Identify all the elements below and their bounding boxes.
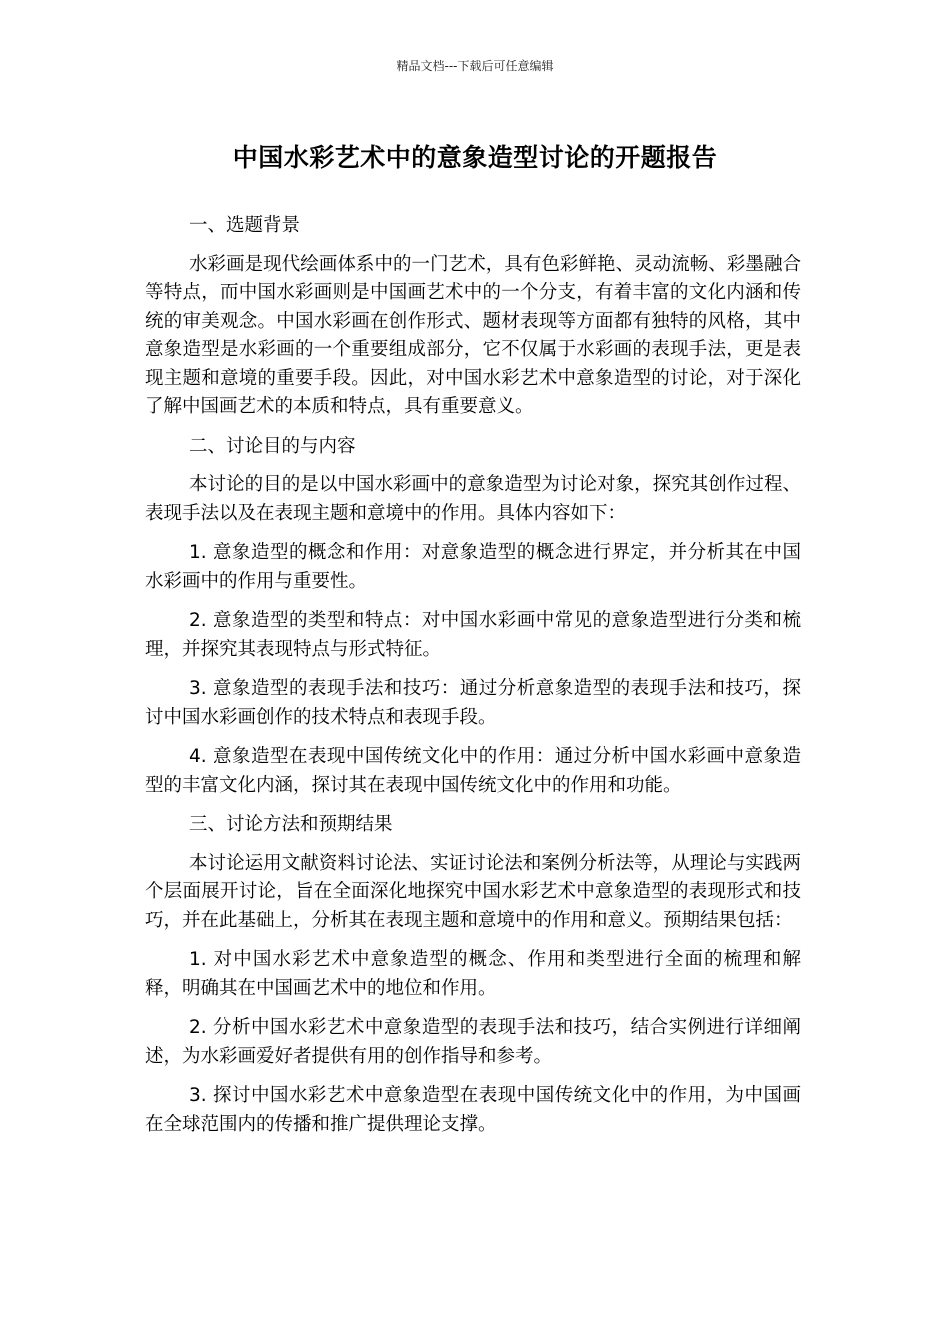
section-heading-background: 一、选题背景 bbox=[189, 215, 301, 236]
list-item-purpose-1: 1. 意象造型的概念和作用：对意象造型的概念进行界定，并分析其在中国水彩画中的作用与重要性。 bbox=[145, 542, 801, 592]
document-title: 中国水彩艺术中的意象造型讨论的开题报告 bbox=[232, 143, 718, 172]
list-item-result-2: 2. 分析中国水彩艺术中意象造型的表现手法和技巧，结合实例进行详细阐述，为水彩画爱好者提供有用的创作指导和参考。 bbox=[145, 1017, 801, 1067]
paragraph-purpose-intro: 本讨论的目的是以中国水彩画中的意象造型为讨论对象，探究其创作过程、表现手法以及在表现主题和意境中的作用。具体内容如下： bbox=[145, 474, 801, 524]
document-body bbox=[145, 212, 801, 1150]
list-item-result-3: 3. 探讨中国水彩艺术中意象造型在表现中国传统文化中的作用，为中国画在全球范围内的传播和推广提供理论支撑。 bbox=[145, 1085, 801, 1135]
section-heading-purpose: 二、讨论目的与内容 bbox=[189, 435, 356, 457]
header-note: 精品文档---下载后可任意编辑 bbox=[396, 59, 554, 73]
list-item-purpose-4: 4. 意象造型在表现中国传统文化中的作用：通过分析中国水彩画中意象造型的丰富文化内涵，探讨其在表现中国传统文化中的作用和功能。 bbox=[145, 746, 801, 796]
paragraph-method-intro: 本讨论运用文献资料讨论法、实证讨论法和案例分析法等，从理论与实践两个层面展开讨论，旨在全面深化地探究中国水彩艺术中意象造型的表现形式和技巧，并在此基础上，分析其在表现主题和意境中的作用和意义。预期结果包括： bbox=[145, 852, 801, 931]
list-item-result-1: 1. 对中国水彩艺术中意象造型的概念、作用和类型进行全面的梳理和解释，明确其在中国画艺术中的地位和作用。 bbox=[145, 949, 801, 999]
list-item-purpose-3: 3. 意象造型的表现手法和技巧：通过分析意象造型的表现手法和技巧，探讨中国水彩画创作的技术特点和表现手段。 bbox=[145, 678, 801, 728]
section-heading-method: 三、讨论方法和预期结果 bbox=[189, 814, 393, 835]
paragraph-background: 水彩画是现代绘画体系中的一门艺术，具有色彩鲜艳、灵动流畅、彩墨融合等特点，而中国水彩画则是中国画艺术中的一个分支，有着丰富的文化内涵和传统的审美观念。中国水彩画在创作形式、题材表现等方面都有独特的风格，其中意象造型是水彩画的一个重要组成部分，它不仅属于水彩画的表现手法，更是表现主题和意境的重要手段。因此，对中国水彩艺术中意象造型的讨论，对于深化了解中国画艺术的本质和特点，具有重要意义。 bbox=[145, 253, 801, 417]
list-item-purpose-2: 2. 意象造型的类型和特点：对中国水彩画中常见的意象造型进行分类和梳理，并探究其表现特点与形式特征。 bbox=[145, 610, 801, 660]
